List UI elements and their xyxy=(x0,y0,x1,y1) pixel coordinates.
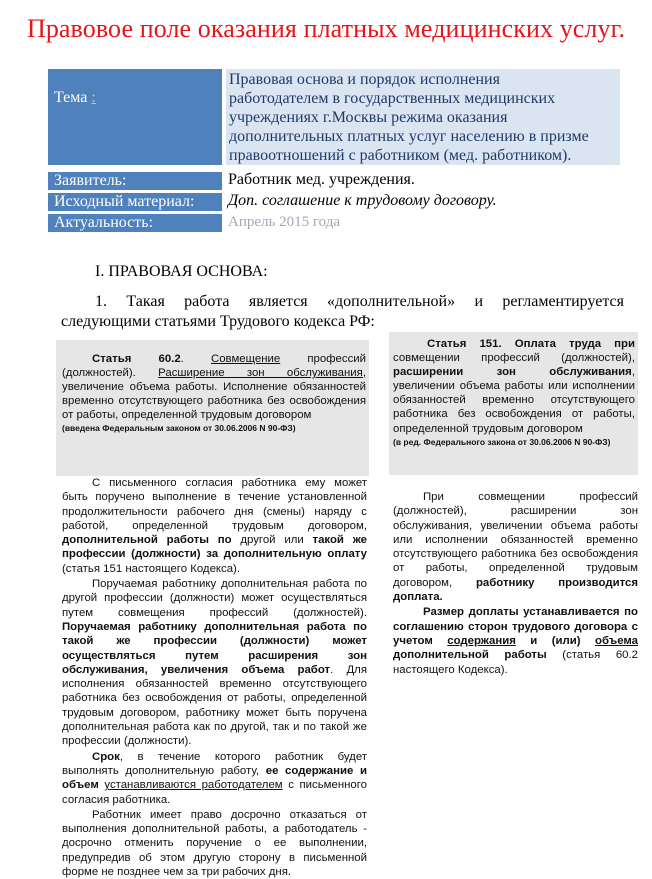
right-p2-bold: Размер доплаты устанавливается по соглашению сторон трудового договора с учетом xyxy=(393,606,638,647)
left-p2-text2: . Для исполнения обязанностей временно отсутствующего работника без освобождения от работы, определенной трудовым договором, работнику может быть поручена дополнительная работа как по другой, так и по такой же профессии (должности). xyxy=(62,663,367,748)
right-paragraph-2 xyxy=(393,605,638,676)
zone-expansion-term: Расширение зон обслуживания xyxy=(158,367,363,380)
left-p2-bold: Поручаемая работнику дополнительная работа по такой же профессии (должности) может осуществляться путем расширения зон обслуживания, увеличения объема работ xyxy=(62,620,367,676)
left-paragraph-4: Работник имеет право досрочно отказаться от выполнения дополнительной работы, а работодатель - досрочно отменить поручение о ее выполнении, предупредив об этом другую сторону в письменной форме не позднее чем за три рабочих дня. xyxy=(62,808,367,879)
article-60-2-amendment: (введена Федеральным законом от 30.06.2006 N 90-ФЗ) xyxy=(62,423,296,434)
left-paragraph-2 xyxy=(62,577,367,749)
article-60-2-dot: . xyxy=(180,353,211,365)
page-title: Правовое поле оказания платных медицинских услуг. xyxy=(26,14,626,43)
topic-line-4: дополнительных платных услуг населению в призме xyxy=(229,128,589,145)
right-p2-content: содержания xyxy=(447,634,516,647)
topic-value-cell xyxy=(226,69,620,165)
right-p1-text: При совмещении профессий (должностей), расширении зон обслуживания, увеличении объема работы или исполнении обязанностей временно отсутствующего работника без освобождения от работы, определенной трудовым договором, xyxy=(393,491,638,589)
article-151-zones: расширении зон обслуживания xyxy=(393,366,632,379)
article-151-line2: совмещении профессий (должностей), xyxy=(393,352,635,365)
topic-label-cell xyxy=(48,69,222,165)
left-column xyxy=(62,476,367,879)
left-p3-text: , в течение которого работник будет выполнять дополнительную работу, xyxy=(62,750,367,777)
left-p1-bold1: дополнительной работы по xyxy=(62,534,232,547)
right-p2-andor: и (или) xyxy=(515,634,596,647)
intro-paragraph xyxy=(61,292,624,332)
section-heading: I. ПРАВОВАЯ ОСНОВА: xyxy=(95,263,268,280)
article-60-2-text xyxy=(62,352,366,434)
relevance-label: Актуальность: xyxy=(48,214,222,232)
article-60-2-body: , увеличение объема работы. Исполнение обязанностей временно отсутствующего работника без освобождения от работы, определенной трудовым договором xyxy=(62,367,366,422)
source-value: Доп. соглашение к трудовому договору. xyxy=(228,192,497,209)
relevance-value: Апрель 2015 года xyxy=(228,214,340,230)
source-label: Исходный материал: xyxy=(48,193,222,211)
topic-line-1: Правовая основа и порядок исполнения xyxy=(229,71,500,88)
article-60-2-head-rest: профессий (должностей). xyxy=(62,353,366,380)
article-151-body: , увеличении объема работы или исполнении обязанностей временно отсутствующего работника без освобождения от работы, определенной трудовым договором xyxy=(393,366,635,435)
right-column xyxy=(393,490,638,677)
left-p1-bold2: такой же профессии (должности) за дополнительную оплату xyxy=(62,534,367,561)
applicant-label: Заявитель: xyxy=(48,172,222,190)
combination-term: Совмещение xyxy=(210,353,281,365)
left-p1-text: С письменного согласия работника ему может быть поручено выполнение в течение установленной продолжительности рабочего дня (смены) наряду с работой, определенной трудовым договором, xyxy=(62,477,367,532)
topic-line-3: учреждениях г.Москвы режима оказания xyxy=(229,109,508,126)
left-paragraph-3 xyxy=(62,750,367,807)
left-p1-text3: (статья 151 настоящего Кодекса). xyxy=(62,562,241,575)
left-p3-bold: ее содержание и объем xyxy=(62,764,367,792)
topic-colon: : xyxy=(91,89,96,106)
left-p1-text2: другой или xyxy=(231,534,313,547)
topic-label: Тема xyxy=(54,89,88,106)
right-p2-volume: объема xyxy=(595,634,638,647)
article-60-2-number: Статья 60.2 xyxy=(92,353,181,365)
left-p2-text: Поручаемая работнику дополнительная работа по другой профессии (должности) может осуществляться путем совмещения профессий (должностей). xyxy=(62,578,367,619)
intro-text: 1. Такая работа является «дополнительной» и регламентируется следующими статьями Трудового кодекса РФ: xyxy=(61,293,624,330)
left-paragraph-1 xyxy=(62,476,367,576)
article-151-text xyxy=(393,337,635,448)
article-151-amendment: (в ред. Федерального закона от 30.06.2006 N 90-ФЗ) xyxy=(393,436,611,447)
right-p2-text: (статья 60.2 настоящего Кодекса). xyxy=(393,649,639,676)
left-p3-term: Срок xyxy=(92,750,120,763)
topic-line-5: правоотношений с работником (мед. работником). xyxy=(229,147,572,164)
right-p2-bold-end: дополнительной работы xyxy=(393,649,547,662)
topic-line-2: работодателем в государственных медицинских xyxy=(229,90,556,107)
left-p3-text2: с письменного согласия работника. xyxy=(62,779,367,806)
right-p1-bold: работнику производится доплата. xyxy=(393,576,638,604)
article-151-head: Статья 151. Оплата труда при xyxy=(427,338,635,350)
left-p3-underlined: устанавливаются работодателем xyxy=(104,779,283,792)
applicant-value: Работник мед. учреждения. xyxy=(228,171,415,188)
right-paragraph-1 xyxy=(393,490,638,604)
